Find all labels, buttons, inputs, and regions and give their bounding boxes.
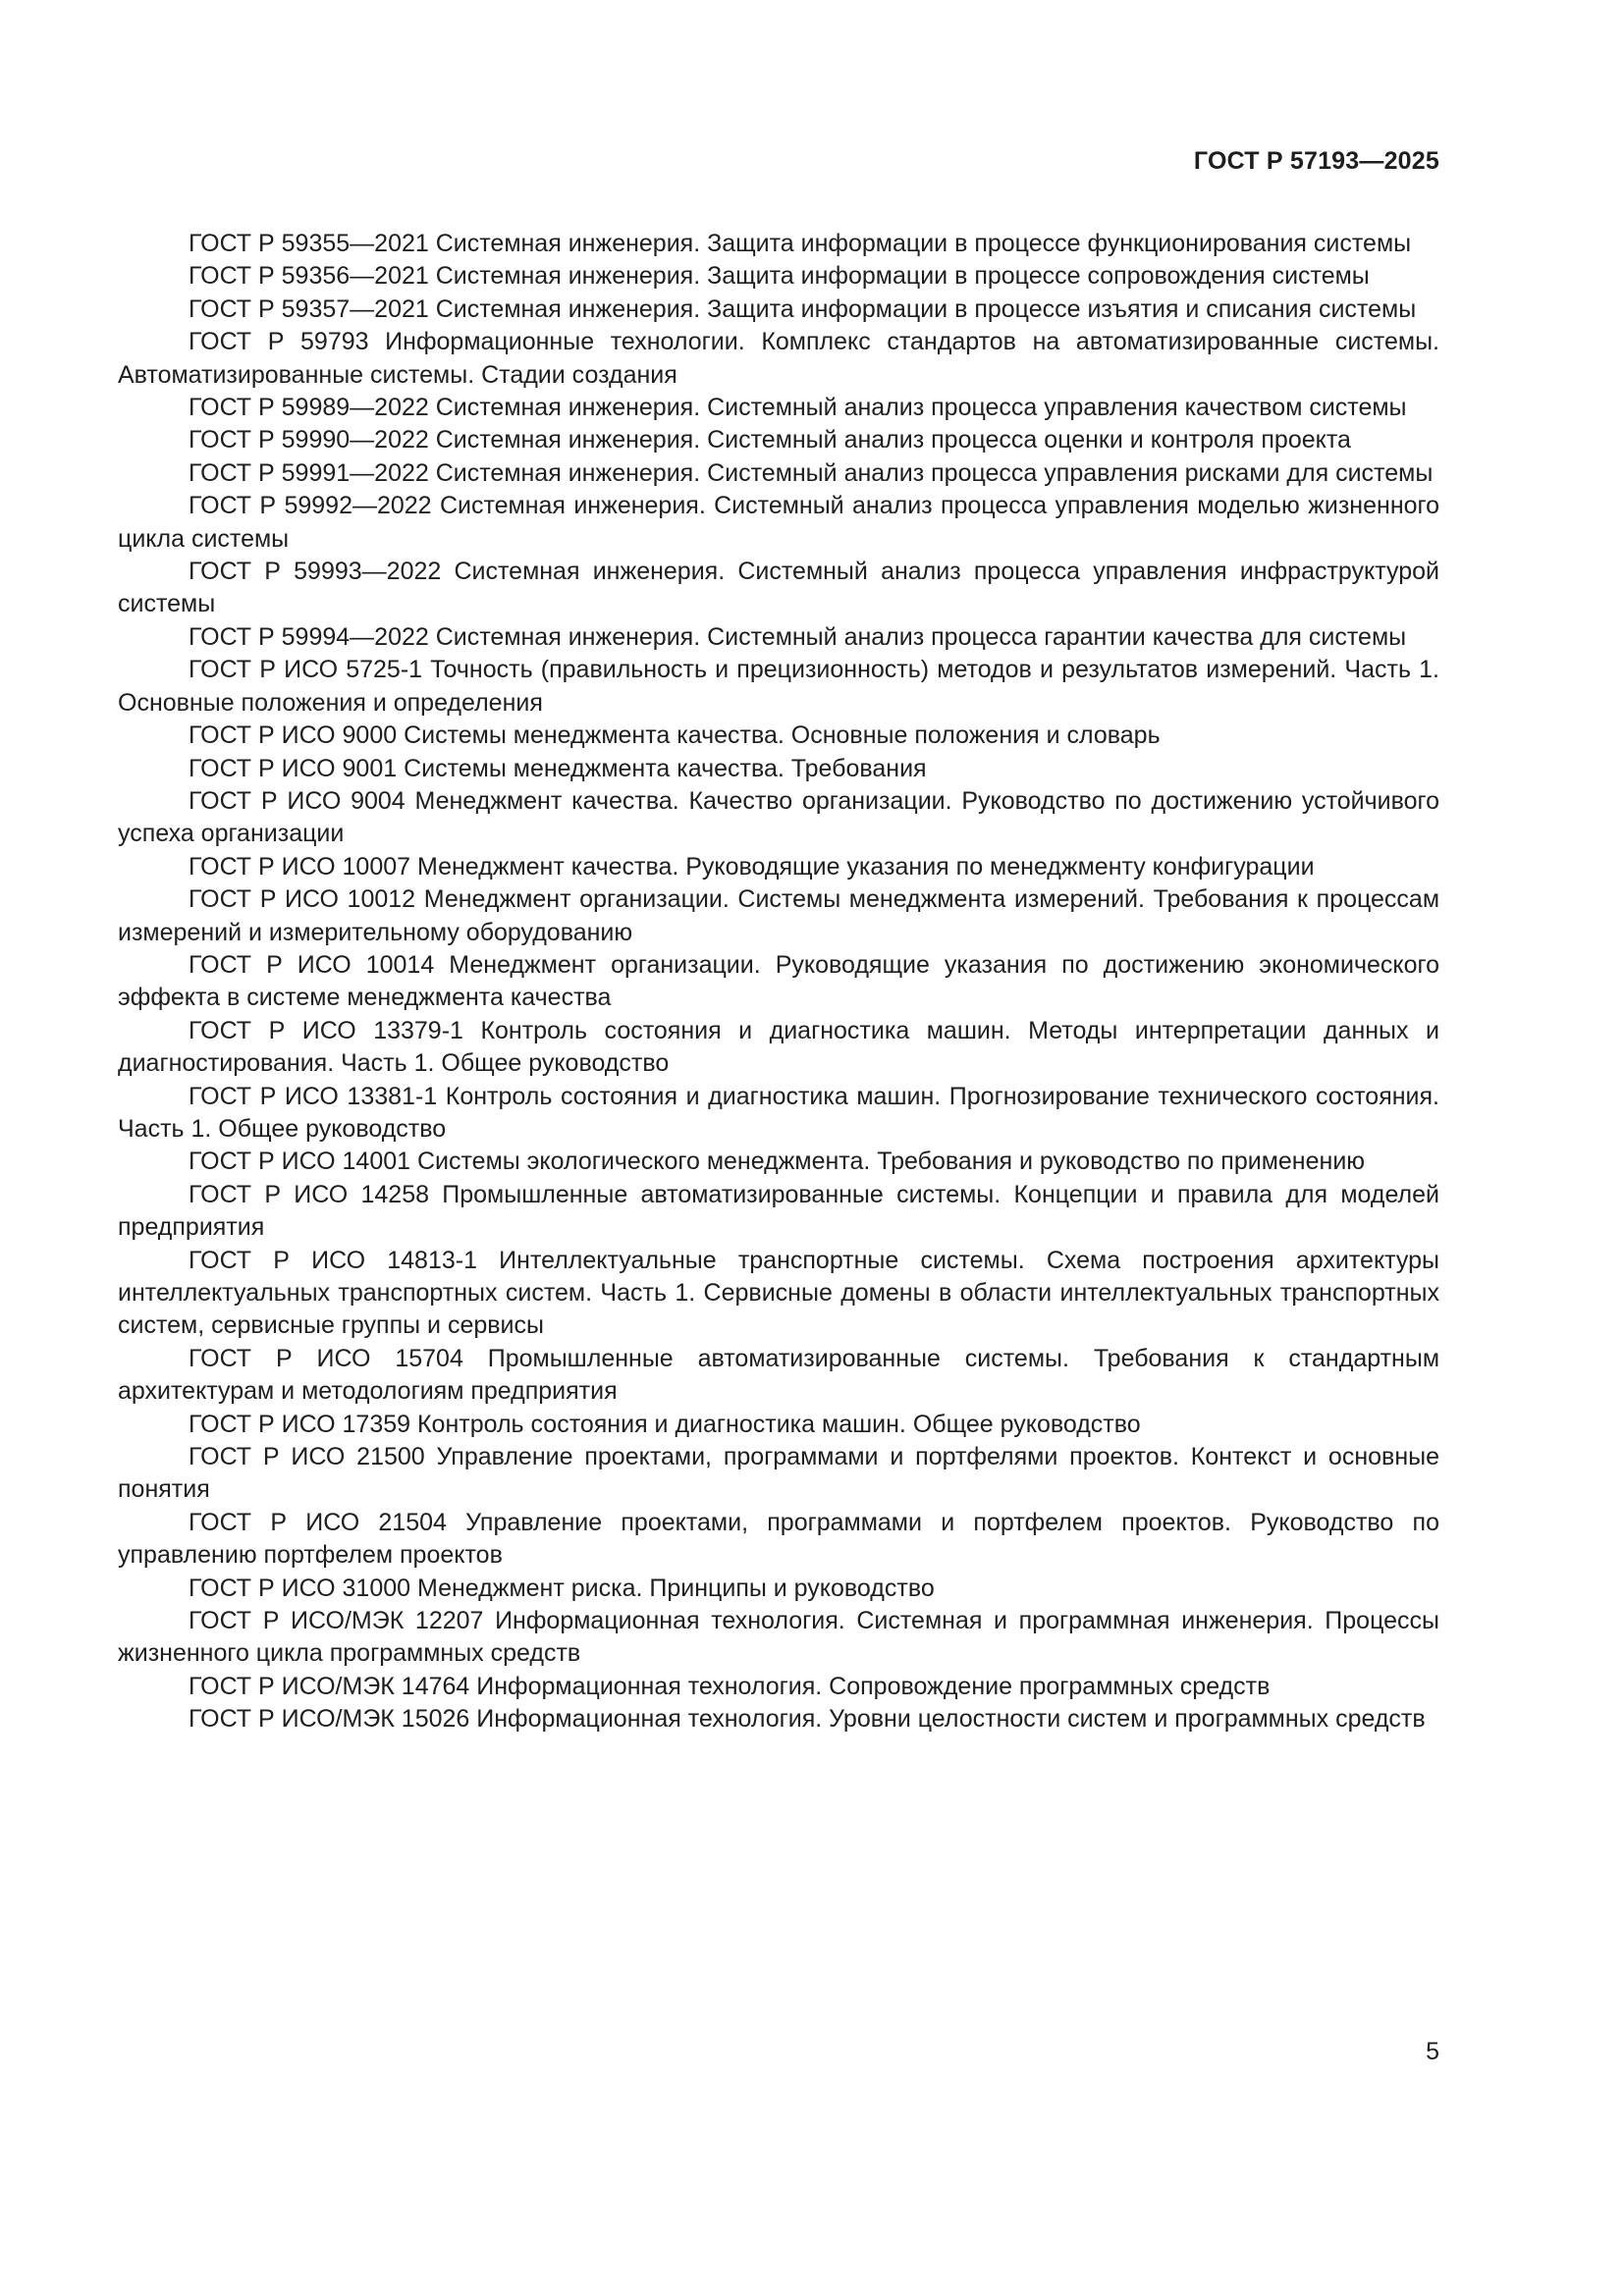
reference-item: ГОСТ Р 59992—2022 Системная инженерия. Системный анализ процесса управления моделью жизненного цикла системы bbox=[118, 492, 1439, 553]
reference-item: ГОСТ Р ИСО/МЭК 12207 Информационная технология. Системная и программная инженерия. Процессы жизненного цикла программных средств bbox=[118, 1607, 1439, 1668]
reference-item: ГОСТ Р ИСО 9000 Системы менеджмента качества. Основные положения и словарь bbox=[189, 721, 1161, 750]
reference-item: ГОСТ Р 59990—2022 Системная инженерия. Системный анализ процесса оценки и контроля проекта bbox=[189, 426, 1351, 454]
reference-item: ГОСТ Р ИСО 9001 Системы менеджмента качества. Требования bbox=[189, 754, 927, 782]
reference-item: ГОСТ Р ИСО 10007 Менеджмент качества. Руководящие указания по менеджменту конфигурации bbox=[189, 852, 1315, 881]
reference-item: ГОСТ Р ИСО 9004 Менеджмент качества. Качество организации. Руководство по достижению устойчивого успеха организации bbox=[118, 786, 1439, 848]
reference-item: ГОСТ Р ИСО 21500 Управление проектами, программами и портфелями проектов. Контекст и основные понятия bbox=[118, 1443, 1439, 1504]
reference-item: ГОСТ Р 59989—2022 Системная инженерия. Системный анализ процесса управления качеством системы bbox=[189, 394, 1407, 422]
reference-item: ГОСТ Р ИСО 14001 Системы экологического менеджмента. Требования и руководство по применению bbox=[189, 1148, 1366, 1176]
reference-item: ГОСТ Р 59355—2021 Системная инженерия. Защита информации в процессе функционирования системы bbox=[189, 230, 1412, 257]
reference-item: ГОСТ Р 59357—2021 Системная инженерия. Защита информации в процессе изъятия и списания системы bbox=[189, 294, 1417, 323]
reference-item: ГОСТ Р 59994—2022 Системная инженерия. Системный анализ процесса гарантии качества для системы bbox=[189, 622, 1407, 651]
reference-item: ГОСТ Р ИСО 14258 Промышленные автоматизированные системы. Концепции и правила для моделей предприятия bbox=[118, 1180, 1439, 1242]
reference-item: ГОСТ Р ИСО 5725-1 Точность (правильность и прецизионность) методов и результатов измерений. Часть 1. Основные положения и определения bbox=[118, 656, 1439, 717]
reference-item: ГОСТ Р ИСО/МЭК 15026 Информационная технология. Уровни целостности систем и программных средств bbox=[189, 1705, 1426, 1734]
reference-item: ГОСТ Р ИСО 13379-1 Контроль состояния и диагностика машин. Методы интерпретации данных и диагностирования. Часть 1. Общее руководство bbox=[118, 1016, 1439, 1078]
reference-item: ГОСТ Р ИСО 15704 Промышленные автоматизированные системы. Требования к стандартным архитектурам и методологиям предприятия bbox=[118, 1344, 1439, 1406]
reference-item: ГОСТ Р ИСО 17359 Контроль состояния и диагностика машин. Общее руководство bbox=[189, 1410, 1141, 1438]
reference-item: ГОСТ Р ИСО 14813-1 Интеллектуальные транспортные системы. Схема построения архитектуры интеллектуальных транспортных систем. Часть 1. Сервисные домены в области интеллектуальных транспортных систем, сервисные группы и сервисы bbox=[118, 1246, 1439, 1340]
reference-item: ГОСТ Р ИСО 31000 Менеджмент риска. Принципы и руководство bbox=[189, 1574, 935, 1602]
reference-item: ГОСТ Р ИСО/МЭК 14764 Информационная технология. Сопровождение программных средств bbox=[189, 1672, 1271, 1700]
page-number: 5 bbox=[1426, 2038, 1439, 2065]
reference-item: ГОСТ Р ИСО 21504 Управление проектами, программами и портфелем проектов. Руководство по управлению портфелем проектов bbox=[118, 1508, 1439, 1570]
reference-item: ГОСТ Р ИСО 13381-1 Контроль состояния и диагностика машин. Прогнозирование технического состояния. Часть 1. Общее руководство bbox=[118, 1082, 1439, 1143]
reference-item: ГОСТ Р 59991—2022 Системная инженерия. Системный анализ процесса управления рисками для системы bbox=[189, 458, 1434, 487]
reference-item: ГОСТ Р ИСО 10014 Менеджмент организации. Руководящие указания по достижению экономического эффекта в системе менеджмента качества bbox=[118, 950, 1439, 1012]
reference-item: ГОСТ Р 59793 Информационные технологии. Комплекс стандартов на автоматизированные системы. Автоматизированные системы. Стадии создания bbox=[118, 328, 1439, 389]
reference-item: ГОСТ Р ИСО 10012 Менеджмент организации. Системы менеджмента измерений. Требования к процессам измерений и измерительному оборудованию bbox=[118, 885, 1439, 946]
reference-item: ГОСТ Р 59993—2022 Системная инженерия. Системный анализ процесса управления инфраструктурой системы bbox=[118, 558, 1439, 618]
standard-code-header: ГОСТ Р 57193—2025 bbox=[1193, 147, 1439, 175]
reference-item: ГОСТ Р 59356—2021 Системная инженерия. Защита информации в процессе сопровождения системы bbox=[189, 262, 1370, 291]
normative-references-list bbox=[118, 228, 1439, 1736]
